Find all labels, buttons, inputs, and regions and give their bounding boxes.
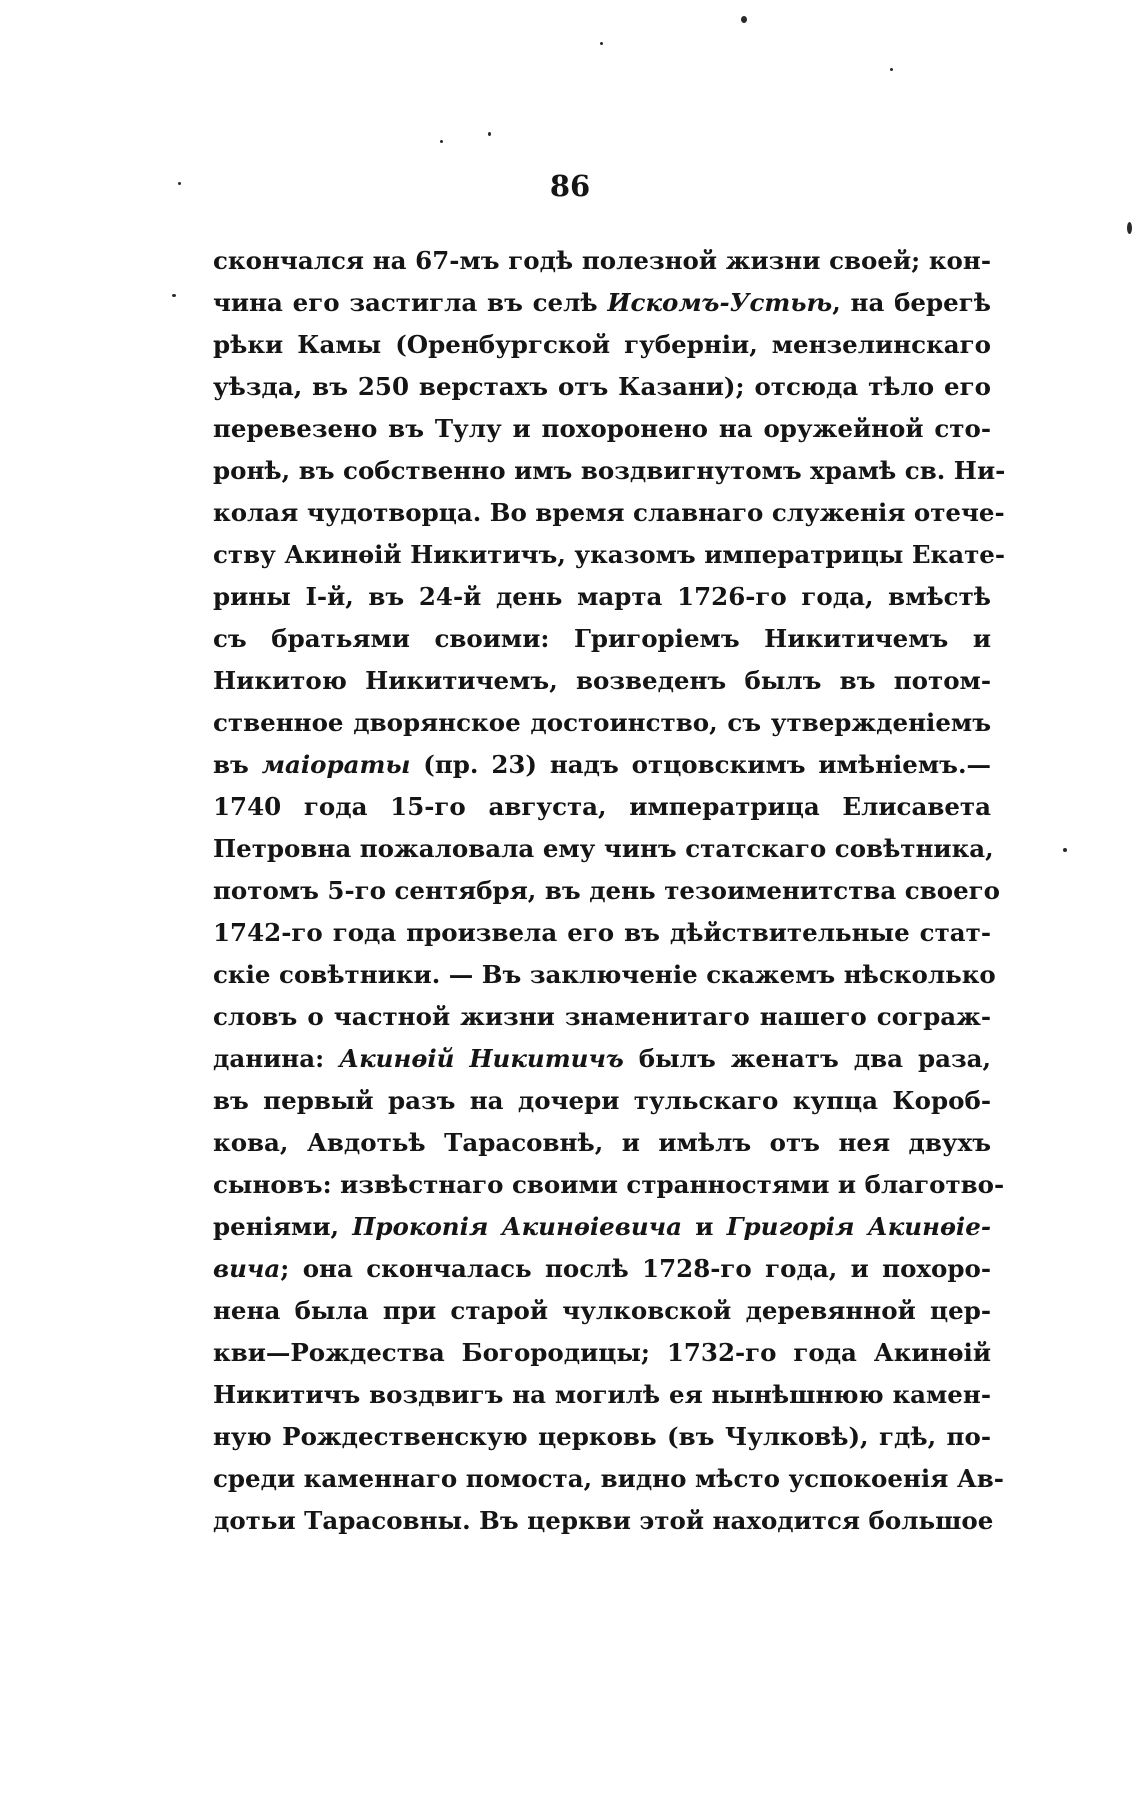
text-line xyxy=(213,1416,991,1458)
text-line xyxy=(213,366,991,408)
text-line xyxy=(213,450,1006,492)
scan-speck xyxy=(440,140,443,143)
text-line xyxy=(213,1500,994,1542)
scan-speck xyxy=(1127,222,1132,234)
scan-speck xyxy=(488,132,491,136)
text-line xyxy=(213,240,991,282)
text-run: среди каменнаго помоста, видно мѣсто успокоенія Ав- xyxy=(213,1464,1004,1493)
scan-speck xyxy=(178,182,181,185)
text-run: ронѣ, въ собственно имъ воздвигнутомъ храмѣ св. Ни- xyxy=(213,456,1006,485)
text-line xyxy=(213,702,991,744)
text-line xyxy=(213,1164,1005,1206)
text-line xyxy=(213,786,991,828)
text-run: сыновъ: извѣстнаго своими странностями и благотво- xyxy=(213,1170,1005,1199)
scan-speck xyxy=(741,16,747,23)
text-line xyxy=(213,1122,991,1164)
text-line xyxy=(213,1290,991,1332)
italic-text: Акинѳій Никитичъ xyxy=(339,1044,624,1073)
text-run: словъ о частной жизни знаменитаго нашего сограж- xyxy=(213,1002,991,1031)
text-run: ную Рождественскую церковь (въ Чулковѣ), гдѣ, по- xyxy=(213,1422,991,1451)
text-run: скіе совѣтники. — Въ заключеніе скажемъ нѣсколько xyxy=(213,960,996,989)
text-run: реніями, xyxy=(213,1212,353,1241)
text-line xyxy=(213,1080,991,1122)
text-line xyxy=(213,1458,1004,1500)
text-run: потомъ 5-го сентября, въ день тезоименитства своего xyxy=(213,876,1001,905)
text-run: кви—Рождества Богородицы; 1732-го года Акинѳій xyxy=(213,1338,991,1367)
text-run: чина его застигла въ селѣ xyxy=(213,288,608,317)
text-line xyxy=(213,324,991,366)
text-line xyxy=(213,996,991,1038)
text-run: ственное дворянское достоинство, съ утвержденіемъ xyxy=(213,708,991,737)
text-line xyxy=(213,282,991,324)
text-line xyxy=(213,576,991,618)
text-line xyxy=(213,1332,991,1374)
text-line xyxy=(213,1206,991,1248)
text-line xyxy=(213,744,991,786)
text-run: былъ женатъ два раза, xyxy=(623,1044,991,1073)
text-line xyxy=(213,618,991,660)
text-run: колая чудотворца. Во время славнаго служенія отече- xyxy=(213,498,1005,527)
text-line xyxy=(213,408,991,450)
text-run: рины I-й, въ 24-й день марта 1726-го года, вмѣстѣ xyxy=(213,582,991,611)
italic-text: Искомъ-Устьѣ xyxy=(607,288,833,317)
scan-speck xyxy=(600,42,603,45)
text-run: 1742-го года произвела его въ дѣйствительные стат- xyxy=(213,918,991,947)
text-line xyxy=(213,660,991,702)
body-text xyxy=(213,240,1006,1542)
text-run: ству Акинѳій Никитичъ, указомъ императрицы Екате- xyxy=(213,540,1006,569)
text-run: въ первый разъ на дочери тульскаго купца Короб- xyxy=(213,1086,991,1115)
text-run: Никитою Никитичемъ, возведенъ былъ въ потом- xyxy=(213,666,991,695)
text-run: и xyxy=(682,1212,727,1241)
text-run: Никитичъ воздвигъ на могилѣ ея нынѣшнюю камен- xyxy=(213,1380,991,1409)
text-run: , на берегѣ xyxy=(832,288,991,317)
text-line xyxy=(213,1248,991,1290)
italic-text: маіораты xyxy=(261,750,411,779)
text-run: уѣзда, въ 250 верстахъ отъ Казани); отсюда тѣло его xyxy=(213,372,991,401)
text-run: данина: xyxy=(213,1044,340,1073)
text-run: кова, Авдотьѣ Тарасовнѣ, и имѣлъ отъ нея двухъ xyxy=(213,1128,991,1157)
text-line xyxy=(213,1374,991,1416)
italic-text: вича xyxy=(213,1254,281,1283)
text-line xyxy=(213,912,991,954)
text-run: рѣки Камы (Оренбургской губерніи, мензелинскаго xyxy=(213,330,991,359)
text-run: нена была при старой чулковской деревянной цер- xyxy=(213,1296,991,1325)
text-run: скончался на 67-мъ годѣ полезной жизни своей; кон- xyxy=(213,246,991,275)
text-run: перевезено въ Тулу и похоронено на оружейной сто- xyxy=(213,414,991,443)
text-run: (пр. 23) надъ отцовскимъ имѣніемъ.— xyxy=(410,750,992,779)
italic-text: Прокопія Акинѳіевича xyxy=(352,1212,683,1241)
scan-speck xyxy=(1063,848,1067,852)
text-run: дотьи Тарасовны. Въ церкви этой находится большое xyxy=(213,1506,994,1535)
text-line xyxy=(213,870,1001,912)
text-line xyxy=(213,492,1005,534)
text-line xyxy=(213,954,996,996)
text-run: 1740 года 15-го августа, императрица Елисавета xyxy=(213,792,991,821)
scan-speck xyxy=(172,294,176,297)
italic-text: Григорія Акинѳіе- xyxy=(726,1212,991,1241)
text-line xyxy=(213,534,1006,576)
text-run: ; она скончалась послѣ 1728-го года, и похоро- xyxy=(280,1254,991,1283)
text-run: въ xyxy=(213,750,262,779)
text-run: Петровна пожаловала ему чинъ статскаго совѣтника, xyxy=(213,834,994,863)
text-line xyxy=(213,828,994,870)
page-number: 86 xyxy=(549,169,591,203)
text-run: съ братьями своими: Григоріемъ Никитичемъ и xyxy=(213,624,991,653)
scan-speck xyxy=(890,68,893,71)
text-line xyxy=(213,1038,991,1080)
